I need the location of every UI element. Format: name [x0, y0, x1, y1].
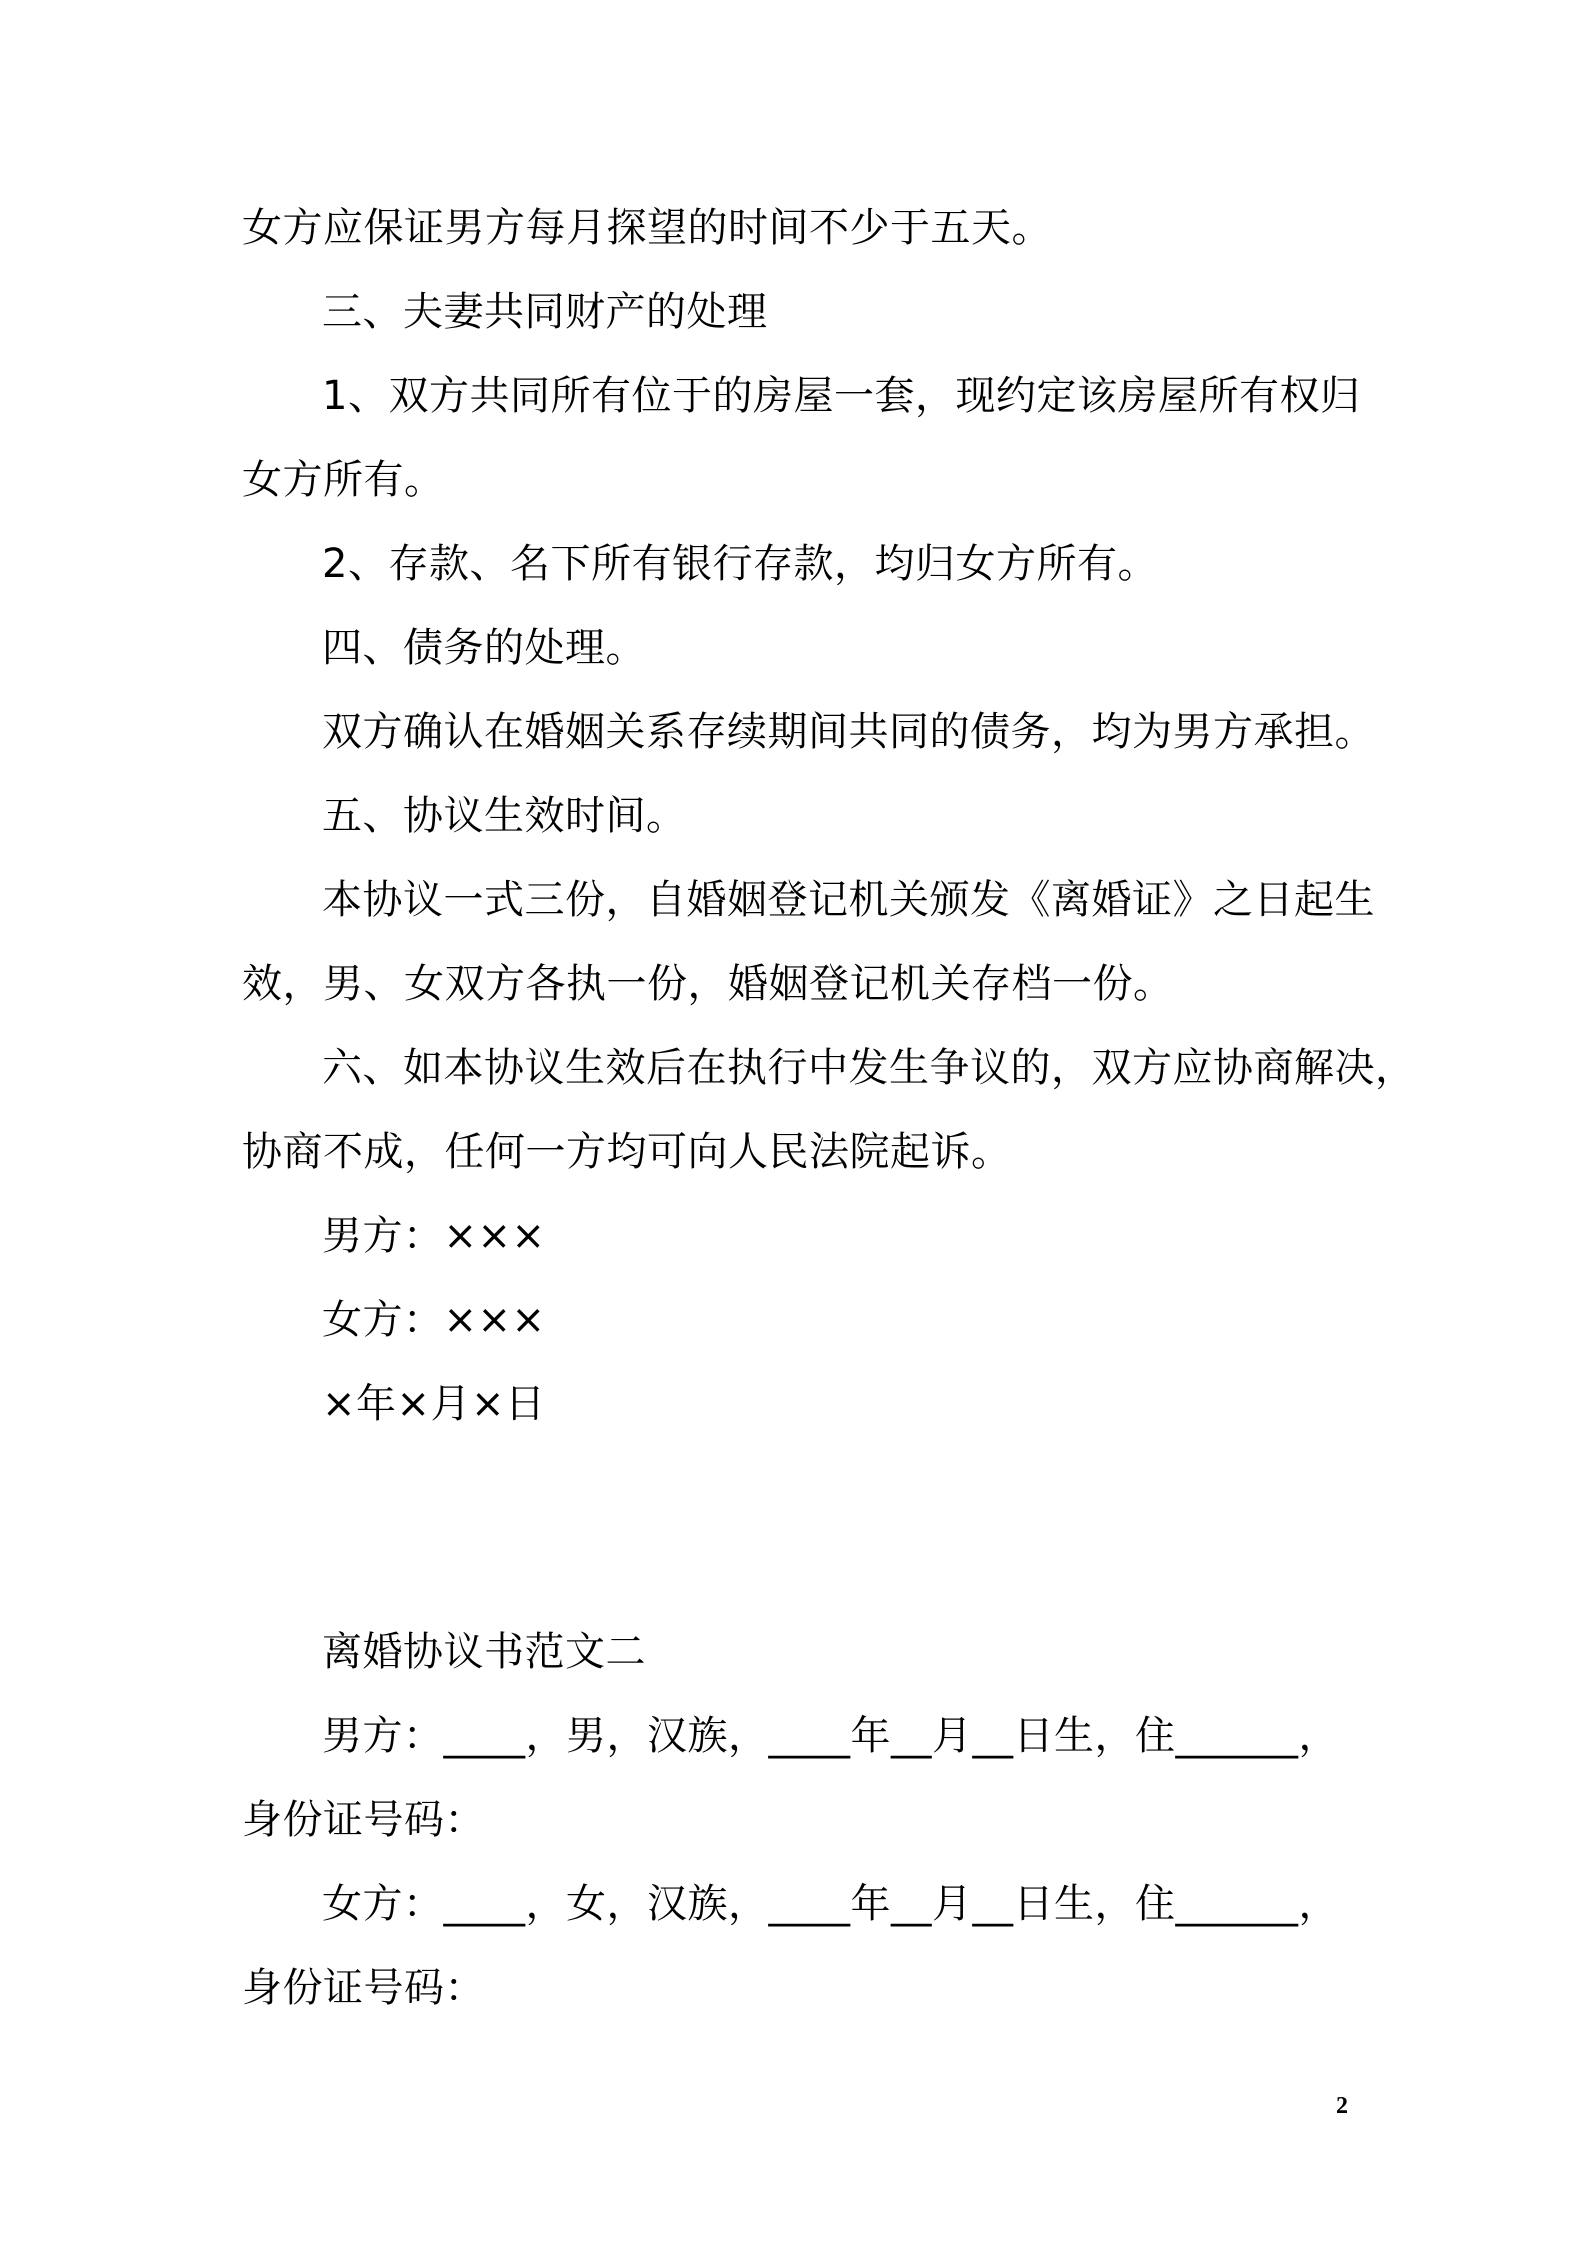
signature-male: 男方：××× [322, 1213, 546, 1259]
paragraph-line: 男方：____，男，汉族，____年__月__日生，住______， [322, 1713, 1339, 1759]
signature-date: ×年×月×日 [322, 1381, 546, 1427]
paragraph-line: 六、如本协议生效后在执行中发生争议的，双方应协商解决， [322, 1045, 1416, 1091]
section-heading: 四、债务的处理。 [322, 625, 646, 671]
paragraph-line: 女方所有。 [242, 457, 445, 503]
paragraph-line: 本协议一式三份，自婚姻登记机关颁发《离婚证》之日起生 [322, 877, 1375, 923]
paragraph-line: 1、双方共同所有位于的房屋一套，现约定该房屋所有权归 [322, 373, 1361, 419]
paragraph-line: 效，男、女双方各执一份，婚姻登记机关存档一份。 [242, 961, 1174, 1007]
section-heading: 三、夫妻共同财产的处理 [322, 289, 768, 335]
paragraph-line: 身份证号码： [242, 1797, 485, 1843]
section-heading: 五、协议生效时间。 [322, 793, 687, 839]
paragraph-line: 2、存款、名下所有银行存款，均归女方所有。 [322, 541, 1158, 587]
paragraph-line: 女方应保证男方每月探望的时间不少于五天。 [242, 205, 1052, 251]
paragraph-line: 协商不成，任何一方均可向人民法院起诉。 [242, 1129, 1012, 1175]
paragraph-line: 女方：____，女，汉族，____年__月__日生，住______， [322, 1881, 1339, 1927]
signature-female: 女方：××× [322, 1297, 546, 1343]
page-number: 2 [1336, 2093, 1348, 2119]
paragraph-line: 双方确认在婚姻关系存续期间共同的债务，均为男方承担。 [322, 709, 1375, 755]
paragraph-line: 身份证号码： [242, 1965, 485, 2011]
document-title: 离婚协议书范文二 [322, 1629, 646, 1675]
